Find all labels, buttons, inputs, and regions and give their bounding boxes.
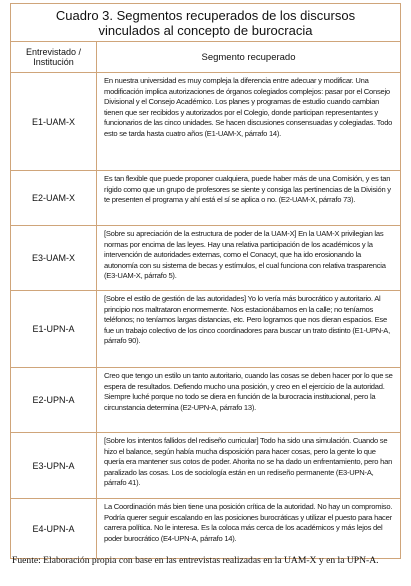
interviewee-cell: E2-UPN-A: [11, 368, 97, 432]
header-interviewee: Entrevistado / Institución: [11, 42, 97, 72]
table-header: [11, 42, 400, 73]
table-row: [11, 226, 400, 291]
segment-cell: Es tan flexible que puede proponer cualquiera, puede haber más de una Comisión, y es tan rígido como que un grupo de profesores se siente y consiga las pertinencias de la División y te presenten el programa y ahí está el sí se aplica o no. (E2-UAM-X, párrafo 73).: [104, 174, 391, 204]
segment-cell: La Coordinación más bien tiene una posición crítica de la autoridad. No hay un compromiso. Podría querer seguir escalando en las posiciones burocráticas y utilizar el puesto para hacer carrera política. No le interesa. Es la coloca más cerca de los académicos y más lejos del poder burocrático (E4-UPN-A, párrafo 14).: [104, 502, 393, 543]
interviewee-cell: E4-UPN-A: [11, 499, 97, 558]
segment-cell: [Sobre los intentos fallidos del rediseño curricular] Todo ha sido una simulación. Cuando se hizo el balance, según había mucha disposición para hacer cosas, pero la gente lo que quería era mantener sus cotos de poder. Ahorita no se ha dado un enfrentamiento, pero han paralizado las cosas. Los de sociología están en un rediseño permanente (E3-UPN-A, párrafo 41).: [104, 436, 393, 487]
segments-table: [10, 3, 401, 559]
interviewee-cell: E1-UPN-A: [11, 291, 97, 367]
interviewee-cell: E1-UAM-X: [11, 73, 97, 170]
table-row: [11, 291, 400, 368]
interviewee-cell: E3-UAM-X: [11, 226, 97, 290]
interviewee-cell: E2-UAM-X: [11, 171, 97, 225]
segment-cell: En nuestra universidad es muy compleja la diferencia entre adecuar y modificar. Una modificación implica autorizaciones de órganos colegiados complejos: pasar por el Consejo Divisional y el Consejo Académico. Los planes y programas de estudio cuando cambian tienen que ser recibidos y autorizados por el Colegio, donde participan representantes y funcionarios de las cinco unidades. Se hacen discusiones consensuadas y colegiadas. Todo esto se tarda hasta cuatro años (E1-UAM-X, párrafo 14).: [104, 76, 393, 138]
table-caption: Cuadro 3. Segmentos recuperados de los discursos vinculados al concepto de burocracia: [11, 4, 400, 42]
segment-cell: [Sobre el estilo de gestión de las autoridades] Yo lo vería más burocrático y autoritario. Al principio nos maltrataron enormemente. Nos estacionábamos en la calle; no teníamos teléfonos; no teníamos largas distancias, etc. Pero logramos que nos dieran espacios. Ese fue un trabajo colectivo de los cinco coordinadores para buscar un trato distinto (E1-UPN-A, párrafo 90).: [104, 294, 390, 345]
table-row: [11, 368, 400, 433]
segment-cell: Creo que tengo un estilo un tanto autoritario, cuando las cosas se deben hacer por lo que se espera de resultados. Defiendo mucho una posición, y creo en el ejercicio de la autoridad. Siempre luché porque no todo se diera en función de la burocracia institucional, pero la circunstancia determina (E2-UPN-A, párrafo 13).: [104, 371, 393, 412]
interviewee-cell: E3-UPN-A: [11, 433, 97, 498]
segment-cell: [Sobre su apreciación de la estructura de poder de la UAM-X] En la UAM-X privilegian las normas por encima de las leyes. Hay una relativa participación de los académicos y la intervención de autoridades externas, como el Conacyt, que ha ido erosionando la autonomía con su sistema de becas y estímulos, el cual funciona con relativa trasparencia (E3-UAM-X, párrafo 5).: [104, 229, 386, 280]
table-row: [11, 73, 400, 171]
source-footnote: Fuente: Elaboración propia con base en las entrevistas realizadas en la UAM-X y en la UPN-A.: [12, 555, 379, 566]
header-segment: Segmento recuperado: [201, 51, 296, 63]
table-row: [11, 499, 400, 558]
table-row: [11, 433, 400, 499]
document-page: [10, 3, 401, 559]
table-row: [11, 171, 400, 226]
